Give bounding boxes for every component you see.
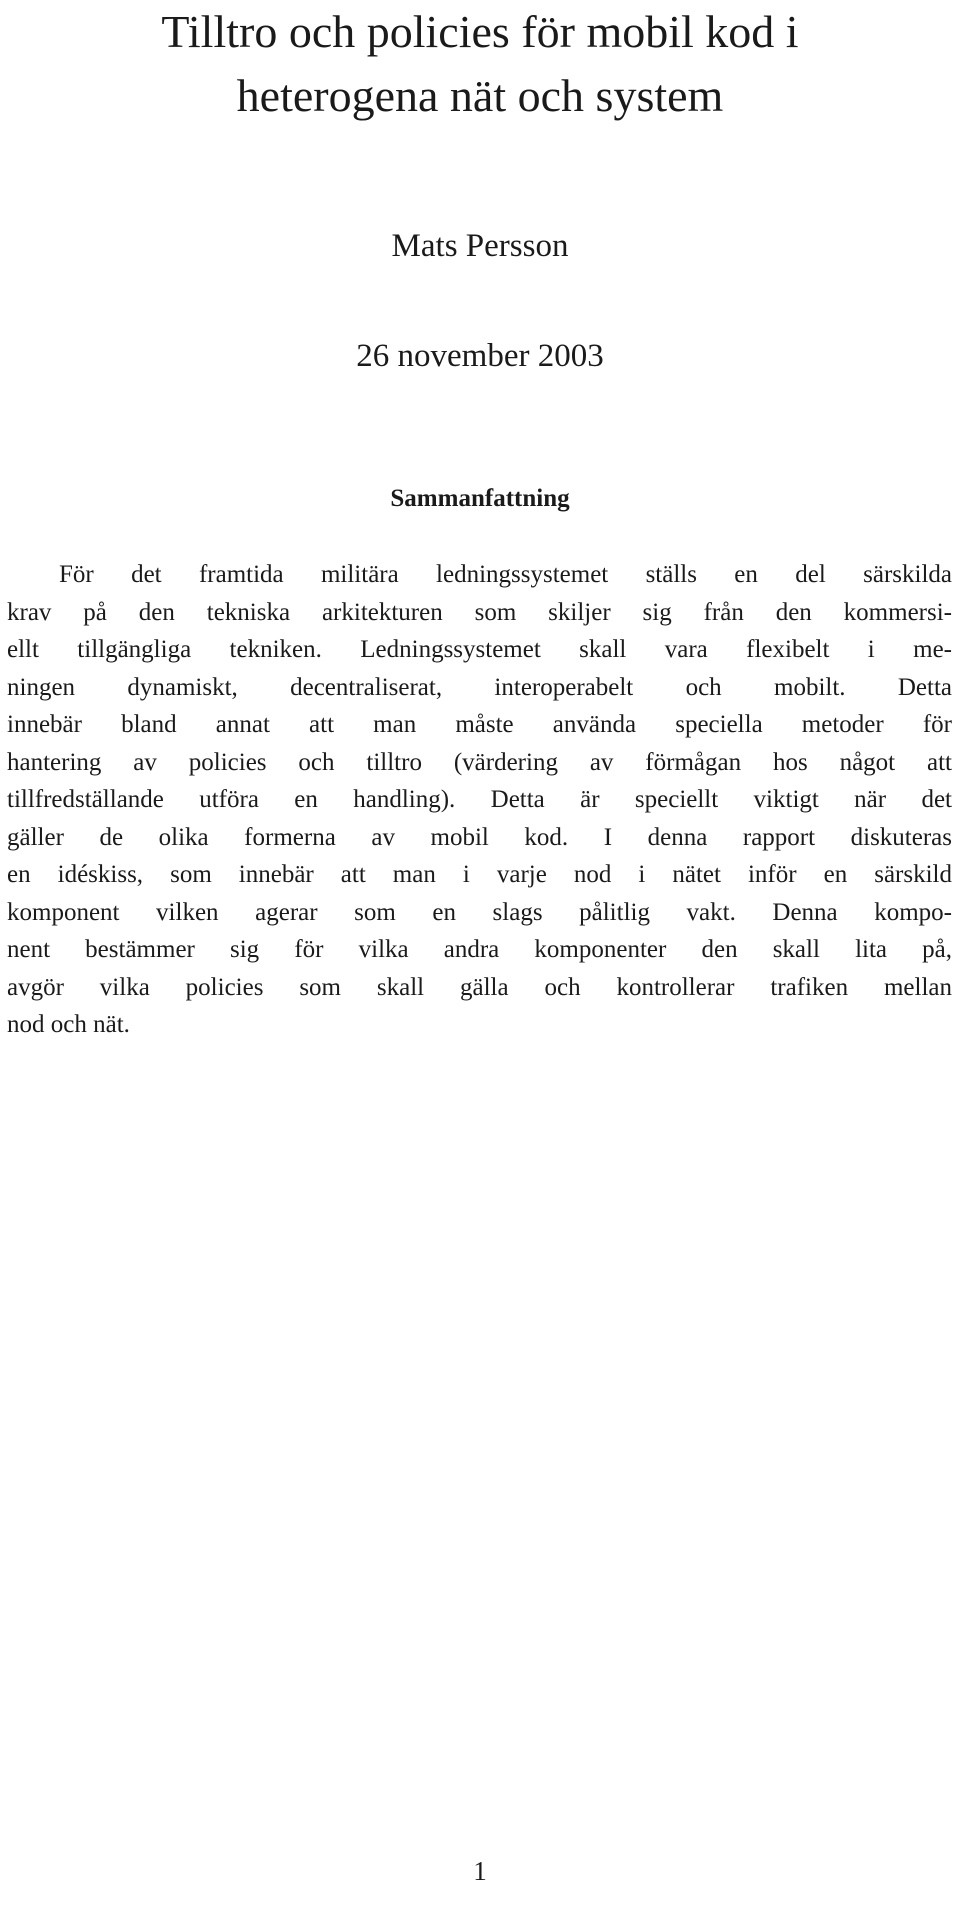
title-line: Tilltro och policies för mobil kod i — [161, 6, 799, 57]
abstract-line: För det framtida militära ledningssystemet ställs en del särskilda — [59, 561, 952, 588]
abstract-line: innebär bland annat att man måste använda speciella metoder för — [7, 711, 952, 738]
title-line: heterogena nät och system — [236, 70, 724, 121]
author-name: Mats Persson — [391, 228, 569, 264]
abstract-line: nent bestämmer sig för vilka andra komponenter den skall lita på, — [7, 936, 952, 963]
abstract-line: komponent vilken agerar som en slags pålitlig vakt. Denna kompo- — [7, 898, 952, 926]
abstract-line: gäller de olika formerna av mobil kod. I denna rapport diskuteras — [7, 823, 952, 851]
abstract-line: krav på den tekniska arkitekturen som skiljer sig från den kommersi- — [7, 598, 952, 626]
abstract-line: ellt tillgängliga tekniken. Ledningssystemet skall vara flexibelt i me- — [7, 636, 952, 663]
abstract-line: avgör vilka policies som skall gälla och kontrollerar trafiken mellan — [7, 973, 952, 1001]
document-title — [0, 0, 960, 128]
abstract-body — [7, 556, 952, 1044]
publication-date: 26 november 2003 — [356, 338, 604, 374]
abstract-line: en idéskiss, som innebär att man i varje nod i nätet inför en särskild — [7, 861, 952, 888]
page-number: 1 — [473, 1856, 487, 1886]
abstract-line: nod och nät. — [7, 1011, 130, 1038]
abstract-line: ningen dynamiskt, decentraliserat, interoperabelt och mobilt. Detta — [7, 673, 952, 701]
abstract-heading: Sammanfattning — [390, 485, 570, 512]
abstract-line: tillfredställande utföra en handling). Detta är speciellt viktigt när det — [7, 786, 952, 813]
abstract-line: hantering av policies och tilltro (värdering av förmågan hos något att — [7, 748, 952, 776]
